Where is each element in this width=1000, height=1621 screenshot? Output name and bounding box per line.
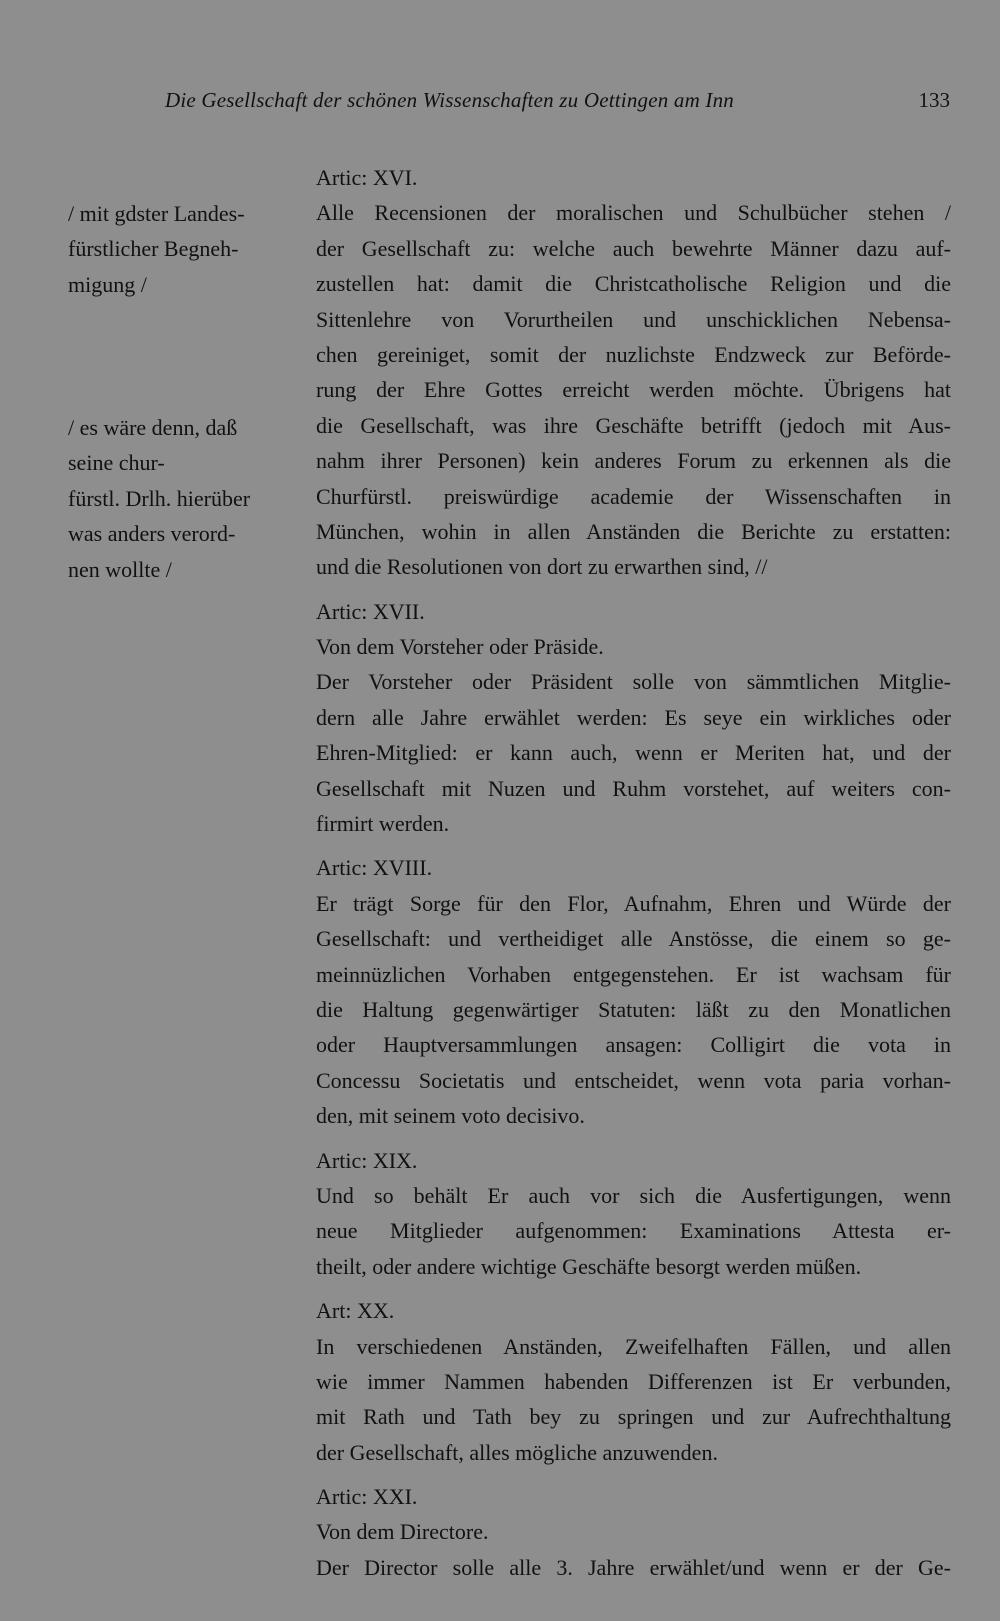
text-line: In verschiedenen Anständen, Zweifelhaften Fällen, und allen bbox=[316, 1333, 951, 1359]
text-line: mit Rath und Tath bey zu springen und zur Aufrechthaltung bbox=[316, 1404, 951, 1430]
article-xviii bbox=[316, 850, 951, 1133]
text-line: und die Resolutionen von dort zu erwarthen sind, // bbox=[316, 554, 768, 580]
text-line: theilt, oder andere wichtige Geschäfte besorgt werden müßen. bbox=[316, 1253, 862, 1279]
article-xx bbox=[316, 1293, 951, 1470]
text-line: Ehren-Mitglied: er kann auch, wenn er Meriten hat, und der bbox=[316, 740, 951, 766]
text-line: Gesellschaft: und vertheidiget alle Anstösse, die einem so ge- bbox=[316, 926, 951, 952]
text-line: zustellen hat: damit die Christcatholische Religion und die bbox=[316, 271, 951, 297]
article-heading: Artic: XVIII. bbox=[316, 855, 433, 881]
text-line: Der Director solle alle 3. Jahre erwählet/und wenn er der Ge- bbox=[316, 1554, 951, 1580]
text-line: die Haltung gegenwärtiger Statuten: läßt zu den Monatlichen bbox=[316, 996, 951, 1022]
article-subheading: Von dem Vorsteher oder Präside. bbox=[316, 634, 604, 660]
text-line: dern alle Jahre erwählet werden: Es seye ein wirkliches oder bbox=[316, 704, 951, 730]
text-line: rung der Ehre Gottes erreicht werden möchte. Übrigens hat bbox=[316, 377, 951, 403]
text-line: Sittenlehre von Vorurtheilen und unschicklichen Nebensa- bbox=[316, 306, 951, 332]
article-xix bbox=[316, 1143, 951, 1285]
article-heading: Artic: XVII. bbox=[316, 598, 425, 624]
margin-note-line: seine chur- bbox=[68, 450, 165, 476]
margin-note-line: migung / bbox=[68, 271, 147, 297]
article-heading: Artic: XVI. bbox=[316, 165, 418, 190]
text-line: nahm ihrer Personen) kein anderes Forum zu erkennen als die bbox=[316, 448, 951, 474]
running-title: Die Gesellschaft der schönen Wissenschaften zu Oettingen am Inn bbox=[165, 88, 734, 112]
text-line: oder Hauptversammlungen ansagen: Colligirt die vota in bbox=[316, 1032, 951, 1058]
margin-note-line: nen wollte / bbox=[68, 556, 172, 582]
text-line: meinnüzlichen Vorhaben entgegenstehen. Er ist wachsam für bbox=[316, 961, 951, 987]
article-subheading: Von dem Directore. bbox=[316, 1519, 489, 1545]
text-line: Er trägt Sorge für den Flor, Aufnahm, Ehren und Würde der bbox=[316, 890, 951, 916]
text-line: Und so behält Er auch vor sich die Ausfertigungen, wenn bbox=[316, 1182, 951, 1208]
text-line: Churfürstl. preiswürdige academie der Wissenschaften in bbox=[316, 483, 951, 509]
margin-note-line: / es wäre denn, daß bbox=[68, 415, 238, 440]
margin-note-line: fürstl. Drlh. hierüber bbox=[68, 485, 251, 511]
text-line: wie immer Nammen habenden Differenzen ist Er verbunden, bbox=[316, 1368, 951, 1394]
page-number: 133 bbox=[918, 88, 950, 112]
text-line: Gesellschaft mit Nuzen und Ruhm vorstehet, auf weiters con- bbox=[316, 775, 951, 801]
text-line: Alle Recensionen der moralischen und Schulbücher stehen / bbox=[316, 200, 951, 226]
text-line: neue Mitglieder aufgenommen: Examinations Attesta er- bbox=[316, 1218, 951, 1244]
text-line: die Gesellschaft, was ihre Geschäfte betrifft (jedoch mit Aus- bbox=[316, 412, 951, 438]
margin-note bbox=[68, 196, 288, 302]
margin-note-line: / mit gdster Landes- bbox=[68, 201, 245, 226]
text-line: Concessu Societatis und entscheidet, wenn vota paria vorhan- bbox=[316, 1067, 951, 1093]
main-text bbox=[316, 160, 951, 1585]
article-heading: Artic: XXI. bbox=[316, 1484, 418, 1510]
text-line: den, mit seinem voto decisivo. bbox=[316, 1103, 585, 1129]
text-line: firmirt werden. bbox=[316, 811, 450, 837]
margin-note-line: was anders verord- bbox=[68, 521, 236, 547]
article-xxi bbox=[316, 1479, 951, 1585]
margin-note-line: fürstlicher Begneh- bbox=[68, 236, 239, 262]
text-line: der Gesellschaft zu: welche auch bewehrte Männer dazu auf- bbox=[316, 235, 951, 261]
text-line: München, wohin in allen Anständen die Berichte zu erstatten: bbox=[316, 518, 951, 544]
article-xvi bbox=[316, 160, 951, 585]
text-line: chen gereiniget, somit der nuzlichste Endzweck zur Beförde- bbox=[316, 341, 951, 367]
article-heading: Artic: XIX. bbox=[316, 1147, 418, 1173]
article-xvii bbox=[316, 594, 951, 842]
margin-note bbox=[68, 410, 288, 587]
text-line: der Gesellschaft, alles mögliche anzuwenden. bbox=[316, 1439, 718, 1465]
article-heading: Art: XX. bbox=[316, 1298, 395, 1324]
text-line: Der Vorsteher oder Präsident solle von sämmtlichen Mitglie- bbox=[316, 669, 951, 695]
